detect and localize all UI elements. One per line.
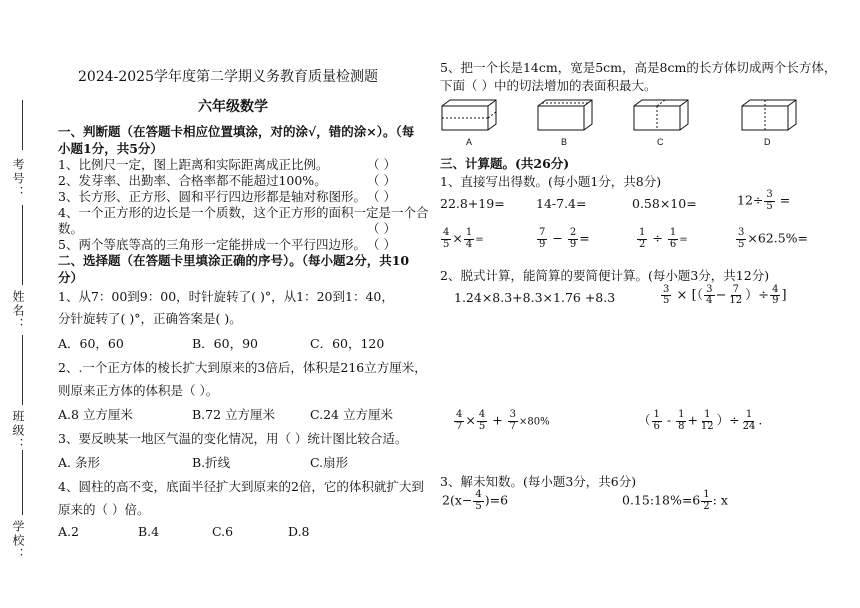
judge-paren-2: （ ）: [367, 173, 396, 188]
oral-calc-8: $\frac{3}{5}$ ×62.5%=: [738, 227, 809, 250]
choice-q1-line1: 1、从7：00到9：00，时针旋转了( )°，从1：20到1：40，: [58, 289, 394, 304]
judge-item-3: 3、长方形、正方形、圆和平行四边形都是轴对称图形。: [58, 189, 366, 204]
oral-calc-6: $\frac{7}{9}$ − $\frac{2}{9}$ =: [539, 227, 590, 250]
choice-q2-option-a: A.8 立方厘米: [58, 407, 133, 422]
oral-calc-4: 12÷ $\frac{3}{5}$ =: [737, 189, 791, 212]
calc-part2-title: 2、脱式计算，能简算的要简便计算。(每小题3分，共12分): [440, 268, 770, 283]
judge-paren-4: （ ）: [367, 221, 396, 236]
cuboid-b: [538, 100, 592, 130]
calc-part1-title: 1、直接写出得数。(每小题1分，共8分): [440, 174, 662, 189]
choice-q3-option-a: A. 条形: [58, 455, 100, 470]
oral-calc-7: $\frac{1}{2}$ ÷ $\frac{1}{6}$ =: [639, 227, 688, 250]
choice-q1-option-a: A．60，60: [58, 336, 124, 351]
choice-q4-line1: 4、圆柱的高不变，底面半径扩大到原来的2倍，它的体积就扩大到: [58, 479, 424, 494]
section2-title: 二、选择题（在答题卡里填涂正确的序号）。（每小题2分，共10: [58, 253, 410, 268]
binding-line: [22, 100, 23, 150]
judge-item-2: 2、发芽率、出勤率、合格率都不能超过100%。: [58, 173, 327, 188]
xingming-label: 姓名：: [11, 290, 25, 332]
choice-q1-option-b: B．60，90: [192, 336, 258, 351]
q5-line2: 下面（ ）中的切法增加的表面积最大。: [440, 78, 657, 93]
equation-1: 2(x− $\frac{4}{5}$ )=6: [442, 489, 509, 512]
judge-item-4: 4、一个正方形的边长是一个质数，这个正方形的面积一定是一个合: [58, 205, 429, 220]
step-calc-1: 1.24×8.3+8.3×1.76 +8.3: [454, 290, 616, 305]
choice-q2-option-c: C.24 立方厘米: [310, 407, 393, 422]
choice-q2-line1: 2、.一个正方体的棱长扩大到原来的3倍后，体积是216立方厘米，: [58, 360, 427, 375]
judge-item-1: 1、比例尺一定，图上距离和实际距离成正比例。: [58, 157, 329, 172]
cuboid-d: [742, 100, 796, 130]
cuboid-diagrams: [440, 98, 860, 148]
kaohao-label: 考号：: [11, 158, 25, 200]
choice-q3-option-c: C.扇形: [310, 455, 349, 470]
choice-q4-option-c: C.6: [212, 524, 234, 539]
choice-q3-line1: 3、要反映某一地区气温的变化情况，用（ ）统计图比较合适。: [58, 431, 408, 446]
cuboid-label-d: D: [764, 137, 771, 147]
exam-title: 2024-2025学年度第二学期义务教育质量检测题: [78, 69, 378, 85]
judge-paren-3: （ ）: [367, 189, 396, 204]
section3-title: 三、计算题。(共26分): [440, 156, 570, 171]
calc-part3-title: 3、解未知数。(每小题3分，共6分): [440, 474, 637, 489]
choice-q4-option-a: A.2: [58, 524, 79, 539]
cuboid-label-a: A: [466, 137, 473, 147]
exam-subtitle: 六年级数学: [198, 99, 268, 115]
choice-q1-line2: 分针旋转了( )°，正确答案是( )。: [58, 311, 242, 326]
choice-q1-option-c: C．60，120: [310, 336, 385, 351]
section1-title-cont: 小题1分，共5分）: [58, 141, 163, 156]
section2-title-cont: 分）: [58, 270, 84, 285]
step-calc-2: $\frac{3}{5}$ × [（ $\frac{3}{4}$ − $\frac{7}{12}$ ）÷ $\frac{4}{9}$ ]: [663, 283, 787, 306]
xuexiao-label: 学校：: [11, 520, 25, 562]
judge-paren-1: （ ）: [367, 157, 396, 172]
choice-q4-line2: 原来的（ ）倍。: [58, 502, 150, 517]
judge-item-4-cont: 数。: [58, 221, 84, 236]
choice-q2-line2: 则原来正方体的体积是（ ）。: [58, 383, 219, 398]
choice-q2-option-b: B.72 立方厘米: [192, 407, 276, 422]
cuboid-label-c: C: [657, 137, 664, 147]
section1-title: 一、判断题（在答题卡相应位置填涂，对的涂√，错的涂×）。（每: [58, 124, 415, 139]
cuboid-c: [634, 100, 688, 130]
step-calc-4: （ $\frac{1}{6}$ - $\frac{1}{8}$ + $\frac{1}{12}$ ）÷ $\frac{1}{24}$ .: [638, 409, 763, 432]
oral-calc-2: 14-7.4=: [536, 196, 587, 211]
binding-line: [22, 335, 23, 405]
binding-line: [22, 205, 23, 285]
choice-q4-option-d: D.8: [288, 524, 310, 539]
oral-calc-5: $\frac{4}{5}$ × $\frac{1}{4}$ =: [443, 227, 484, 250]
binding-line: [22, 450, 23, 515]
equation-2: 0.15:18%=6 $\frac{1}{2}$ : x: [622, 489, 728, 512]
step-calc-3: $\frac{4}{7}$ × $\frac{4}{5}$ + $\frac{3}{7}$ ×80%: [456, 409, 550, 432]
cuboid-a: [442, 100, 496, 130]
cuboid-label-b: B: [561, 137, 568, 147]
judge-item-5: 5、两个等底等高的三角形一定能拼成一个平行四边形。: [58, 237, 366, 252]
banji-label: 班级：: [11, 410, 25, 452]
q5-line1: 5、把一个长是14cm，宽是5cm，高是8cm的长方体切成两个长方体，: [440, 60, 837, 75]
choice-q3-option-b: B.折线: [192, 455, 231, 470]
oral-calc-1: 22.8+19=: [440, 196, 505, 211]
oral-calc-3: 0.58×10=: [632, 196, 697, 211]
judge-paren-5: （ ）: [367, 237, 396, 252]
choice-q4-option-b: B.4: [138, 524, 160, 539]
